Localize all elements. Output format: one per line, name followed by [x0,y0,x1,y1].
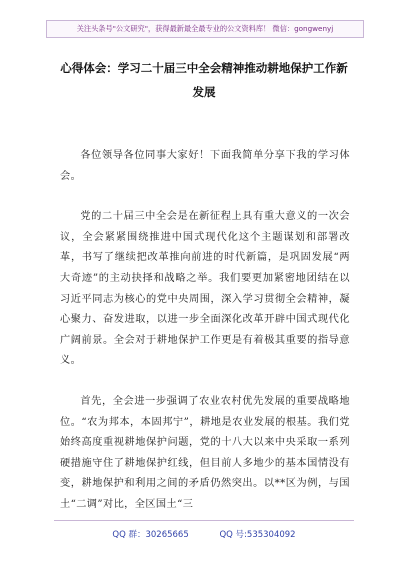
paragraph-greeting: 各位领导各位同事大家好！下面我简单分享下我的学习体会。 [60,150,350,182]
promo-banner: 关注头条号"公文研究"，获得最新最全最专业的公文资料库！ 微信：gongwenyj [46,20,364,38]
qq-number: QQ 号:535304092 [219,530,296,540]
paragraph-plenum: 党的二十届三中全会是在新征程上具有重大意义的一次会议，全会紧紧围绕推进中国式现代化这个主题谋划和部署改革，书写了继续把改革推向前进的时代新篇，是巩固发展“两大奇迹”的主动抉择和战略之举。我们要更加紧密地团结在以习近平同志为核心的党中央周围，深入学习贯彻全会精神，凝心聚力、奋发进取，以进一步全面深化改革开辟中国式现代化广阔前景。全会对于耕地保护工作更是有着极其重要的指导意义。 [60,211,350,367]
footer-divider [54,520,354,521]
paragraph-first-point: 首先，全会进一步强调了农业农村优先发展的重要战略地位。“农为邦本，本固邦宁”，耕地是农业发展的根基。我们党始终高度重视耕地保护问题，党的十八大以来中央采取一系列硬措施守住了耕地保护红线，但目前人多地少的基本国情没有变，耕地保护和利用之间的矛盾仍然突出。以**区为例，与国土“二调”对比，全区国土“三 [60,395,350,510]
qq-group: QQ 群：30265665 [112,530,189,540]
page-footer [0,528,408,540]
document-title: 心得体会：学习二十届三中全会精神推动耕地保护工作新发展 [60,61,348,99]
document-body [60,146,350,536]
